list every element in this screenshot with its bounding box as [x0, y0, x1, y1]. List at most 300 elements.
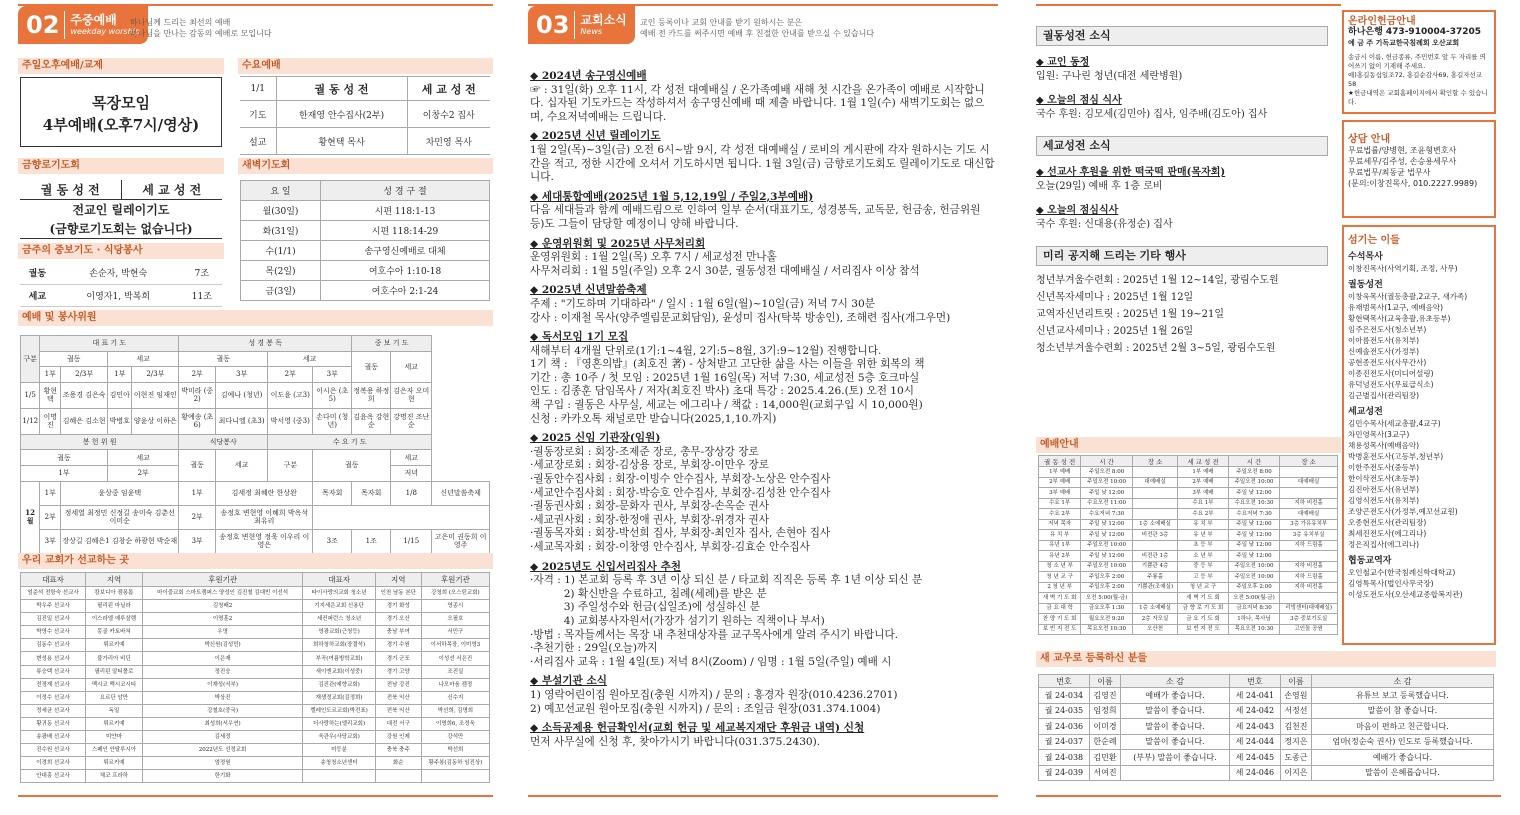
table-header [21, 450, 490, 466]
head: 궐동 [352, 351, 391, 382]
section-header-dawn: 새벽기도회 [238, 158, 493, 174]
offering-example: 예)홍길동십일조72, 홍길순감사69, 홍길자선교58 [1348, 71, 1483, 88]
mission-cell: 타이사랑의교회 청소년 [303, 587, 375, 600]
mission-cell: 기지세은교회 신용단 [303, 600, 375, 613]
head: 대표자 [303, 573, 375, 587]
worship-cell: 금 요 대 학 [1039, 603, 1081, 614]
worship-cell: 중 등 부 [1178, 561, 1229, 572]
bottom-rule [1036, 795, 1501, 797]
day-cell: 화(31일) [241, 221, 321, 241]
mission-cell: 김진관(예향교회) [303, 678, 375, 691]
worship-cell: 주일 낮 12:00 [1228, 488, 1280, 499]
staff-item: 박병훈전도사(고등부,청년부) [1348, 452, 1444, 461]
counsel-item: 무료법무/최동균 법무사 [1348, 168, 1431, 177]
worship-cell: 수요저녁 7:30 [1081, 509, 1133, 520]
notice-heading: ◆ 오늘의 점심 식사 [1036, 95, 1122, 106]
day-cell: 목(2일) [241, 261, 321, 281]
badge-subtitle: News [580, 26, 603, 36]
staff-group: 궐동성전 [1348, 280, 1383, 290]
member-cell: 세 24-042 [1229, 703, 1280, 719]
worship-cell: 1층 소예배실 [1132, 519, 1177, 530]
worship-cell: 유년 1부 [1039, 540, 1081, 551]
staff-title: 섬기는 이들 [1348, 235, 1400, 246]
section-header-friday-prayer: 금향로기도회 [18, 158, 224, 174]
verse-cell: 시편 118:14-29 [321, 221, 490, 241]
svc-cell: 김윤옥 강현순 [352, 408, 391, 434]
notice-heading: ◆ 교인 동정 [1036, 57, 1090, 68]
mission-cell: 미등분 [303, 744, 375, 757]
mission-cell: 요르단 암만 [86, 691, 143, 704]
table-row [240, 77, 490, 101]
table-row [21, 382, 490, 408]
mission-cell: 류승택 선교사 [21, 665, 86, 678]
news-body: 주제 : "기도하며 기대하라" / 일시 : 1월 6일(월)~10일(금) 저녁 7시 30분 강사 : 이재철 목사(양주엘림문교회담임), 윤성미 집사(탁북 방송인), 조해련 집사(개그우먼) [530, 297, 951, 324]
head: 세 교 성 전 [1178, 456, 1229, 467]
staff-list [1348, 252, 1490, 600]
table-row [21, 587, 490, 600]
table-row [21, 626, 490, 639]
worship-cell: 3부 예배 [1178, 488, 1229, 499]
event-item: 청년부겨울수련회 : 2025년 1월 12~14일, 광림수도원 [1036, 275, 1279, 286]
worship-cell: 주일 낮 12:00 [1228, 519, 1280, 530]
head: 저녁 [391, 465, 432, 481]
mission-cell: 이정수 선교사 [21, 691, 86, 704]
worship-cell: 청 년 교 구 [1178, 582, 1229, 593]
head: 이름 [1089, 675, 1120, 688]
worship-cell: 오산천 [1132, 624, 1177, 635]
worship-cell: 금요저녁 8:30 [1228, 603, 1280, 614]
mission-cell: 신수지 [421, 691, 489, 704]
table-row [241, 221, 490, 241]
table-row [1039, 603, 1338, 614]
svc-cell: 최다니엘 (초3) [216, 408, 268, 434]
table-row [1039, 530, 1338, 541]
box-line: 4부예배(오후7시/영상) [42, 116, 200, 134]
bottom-rule [18, 795, 493, 797]
worship-cell: 주룡홀 [1132, 572, 1177, 583]
gwd-news-list [1036, 56, 1328, 122]
head: 세교 [268, 351, 352, 367]
mission-cell: 미얀마 [86, 731, 143, 744]
head: 이름 [1280, 675, 1311, 688]
table-row [1039, 703, 1494, 719]
part: 1부 [40, 481, 61, 505]
sunday-afternoon-box [20, 77, 222, 147]
mission-cell: 경기 오산 [375, 613, 421, 626]
event-item: 신년목자세미나 : 2025년 1월 12일 [1036, 292, 1194, 303]
staff-item: 유덕녕전도사(무료급식소) [1348, 380, 1434, 389]
table-row [21, 652, 490, 665]
event-item: 신년교사세미나 : 2025년 1월 26일 [1036, 326, 1194, 337]
mission-cell: 스페인 안탈루시아 [86, 744, 143, 757]
gwd-news-title: 궐동성전 소식 [1036, 26, 1328, 46]
table-row [20, 262, 222, 284]
page-03-news [528, 0, 998, 815]
mission-cell: 더사랑하는(엘리교회) [303, 717, 375, 730]
worship-cell: 유 년 부 [1178, 530, 1229, 541]
head: 2부 [108, 465, 179, 481]
verse-cell: 시편 118:1-13 [321, 201, 490, 221]
worship-cell: 2부 예배 [1178, 477, 1229, 488]
news-body: ☞ : 31일(화) 오후 11시, 각 성전 대예배실 / 온가족예배 새해 첫 시간을 온가족이 예배로 시작합니다. 십자된 기도카드는 작성하셔서 송구영신예배 때 제출 바랍니다. 1월 1일(수) 새벽기도회는 없으며, 수요저녁예배는 드립니다. [530, 83, 985, 123]
mission-cell: 강석만 [421, 731, 489, 744]
worship-cell: 주일 낮 12:00 [1228, 530, 1280, 541]
worship-cell: 수요 1부 [1039, 498, 1081, 509]
member-cell: 유튜브 보고 등록했습니다. [1312, 688, 1494, 704]
member-cell: 세 24-043 [1229, 719, 1280, 735]
worship-cell: 청 년 교 구 [1039, 572, 1081, 583]
mission-cell: 새이엔교회(이성중) [303, 665, 375, 678]
table-row [1039, 750, 1494, 766]
member-cell: 궐 24-037 [1039, 734, 1090, 750]
worship-cell: 대예배실 [1132, 477, 1177, 488]
verse-cell: 여호수아 1:10-18 [321, 261, 490, 281]
worship-cell: 청 소 년 부 [1039, 561, 1081, 572]
mission-cell: 영광교회(근청등) [303, 626, 375, 639]
section-header-wednesday: 수요예배 [238, 58, 493, 74]
member-cell: 궐 24-035 [1039, 703, 1090, 719]
events-title: 미리 공지해 드리는 기타 행사 [1036, 246, 1328, 266]
section-header-missions: 우리 교회가 선교하는 곳 [18, 553, 493, 569]
table-header [1039, 675, 1494, 688]
member-cell: 세 24-046 [1229, 765, 1280, 781]
worship-cell: 수요저녁 7:30 [1228, 509, 1280, 520]
mission-cell: 이성선 서은진 [421, 652, 489, 665]
part: 3부 [179, 529, 216, 553]
cell: 목자회 [313, 481, 352, 505]
event-item: 청소년부겨울수련회 : 2025년 2월 3~5일, 광림수도원 [1036, 343, 1276, 354]
head: 후원기관 [142, 573, 303, 587]
worship-cell: 3층 중보기도실 [1280, 614, 1338, 625]
worship-cell: 보 빈 지 전 도 [1178, 624, 1229, 635]
worship-cell: 오전 5:00(월-금) [1228, 593, 1280, 604]
member-cell: 말씀이 좋습니다. [1121, 719, 1230, 735]
cell: 1/15 [391, 529, 432, 553]
mission-cell: 박영수 선교사 [21, 626, 86, 639]
name-cell: 이영자1, 박복희 [55, 284, 182, 306]
table-row [21, 639, 490, 652]
cell: 1조 [352, 529, 391, 553]
staff-item: 오종현전도사(관리팀장) [1348, 518, 1427, 527]
member-cell: 예배가 좋습니다. [1312, 750, 1494, 766]
head: 지역 [375, 573, 421, 587]
news-heading: ◆ 독서모임 1기 모집 [530, 331, 629, 344]
staff-box [1342, 225, 1496, 645]
news-heading: ◆ 2025년도 신입서리집사 추천 [530, 560, 682, 573]
mission-cell: 재생정교회(김정희) [303, 691, 375, 704]
head: 후원기관 [421, 573, 489, 587]
dawn-head: 성 경 구 절 [321, 181, 490, 201]
mission-cell: 경기 군포 [375, 652, 421, 665]
member-cell: 궐 24-039 [1039, 765, 1090, 781]
mission-cell: 정진숭 [142, 665, 303, 678]
table-header [21, 336, 490, 352]
staff-item: 이성도전도사(오산세교종합복지관) [1348, 590, 1463, 599]
worship-cell: 소 년 부 [1178, 551, 1229, 562]
worship-cell [1132, 593, 1177, 604]
head: 세교 [108, 450, 179, 466]
mission-cell: 한기화 [142, 770, 303, 783]
intro-line: 하나님을 만나는 감동의 예배로 모입니다 [130, 29, 272, 38]
worship-cell: 수요오전 10:30 [1228, 498, 1280, 509]
worship-cell: 오전 5:00(월-금) [1081, 593, 1133, 604]
member-cell: 말씀이 좋습니다. [1121, 703, 1230, 719]
member-cell: 예배가 좋습니다. [1121, 688, 1230, 704]
mission-cell: 박상진 [142, 691, 303, 704]
svc-cell: 이현진 임재인 [132, 382, 179, 408]
news-body: 먼저 사무실에 신청 후, 찾아가시기 바랍니다(031.375.2430). [530, 735, 821, 748]
head: 구분 [21, 336, 40, 383]
worship-cell: 금 향 로 기 도 회 [1178, 603, 1229, 614]
staff-item: 조양곤전도사(가정부,예꼬선교원) [1348, 507, 1458, 516]
worship-cell [1132, 467, 1177, 478]
mission-cell: 멕시코 멕시코시티 [86, 678, 143, 691]
worship-cell: 1부 예배 [1039, 467, 1081, 478]
mission-cell: 김세정 [142, 731, 303, 744]
table-row [21, 704, 490, 717]
table-row [240, 101, 490, 128]
worship-cell: 고 등 부 [1178, 572, 1229, 583]
table-row [241, 281, 490, 301]
mission-cell: 몽골 카토바쳐 [86, 626, 143, 639]
team-cell: 11조 [182, 284, 222, 306]
mission-cell: 영종시 [421, 600, 489, 613]
member-cell: 한순례 [1089, 734, 1120, 750]
staff-item: 이창진목사(사역기획, 조정, 사무) [1348, 264, 1458, 273]
section-header-volunteers: 금주의 중보기도 · 식당봉사 [18, 243, 224, 259]
worship-cell: 1하나, 목사님 [1228, 614, 1280, 625]
names: 정세열 최정민 신정길 송미숙 김춘선 이미순 [61, 505, 179, 529]
head: 대 표 기 도 [40, 336, 179, 352]
svc-cell: 김민아 [108, 382, 132, 408]
head: 지역 [86, 573, 143, 587]
worship-cell: 주일 낮 12:00 [1081, 551, 1133, 562]
worship-cell: 저녁 목자 [1039, 519, 1081, 530]
worship-cell: 주일오후 2:00 [1081, 582, 1133, 593]
news-heading: ◆ 2024년 송구영신예배 [530, 70, 647, 82]
worship-cell: 수요 2부 [1039, 509, 1081, 520]
friday-line: 전교인 릴레이기도 [72, 203, 170, 217]
mission-cell: 세컨퍼런스 청소년 [303, 613, 375, 626]
offering-note2: ★헌금내역은 교회홈페이지에서 확인할 수 있습니다. [1348, 89, 1488, 106]
mission-cell: 불가리아 비딘 [86, 652, 143, 665]
staff-group: 세교성전 [1348, 407, 1383, 417]
svc-cell: 조용경 김은숙 [61, 382, 108, 408]
part: 2부 [179, 505, 216, 529]
table-row [1039, 551, 1338, 562]
table-row [1039, 477, 1338, 488]
mission-cell: 경기 수원 [375, 639, 421, 652]
part: 3부 [40, 529, 61, 553]
head: 번호 [1039, 675, 1090, 688]
site-cell: 세교 [20, 284, 55, 306]
offering-note: 송금시 이름, 헌금종류, 주민번호 앞 두 자리를 띄어쓰기 없이 기재해 주세요. [1348, 53, 1486, 70]
table-row [20, 284, 222, 306]
head: 궐동 [21, 450, 108, 466]
table-row [1039, 688, 1494, 704]
intro-line: 하나님께 드리는 최선의 예배 [130, 18, 231, 27]
intro-text [640, 17, 874, 39]
member-cell: 정지은 [1280, 734, 1311, 750]
counsel-item: 무료법률/양병현, 조윤형변호사 [1348, 146, 1457, 155]
section-badge [18, 6, 148, 44]
mission-cell: 이스라엘 예루살렘 [86, 613, 143, 626]
svc-cell: 박병호 [108, 408, 132, 434]
news-body: 새해부터 4개월 단위로(1기:1~4월, 2기:5~8월, 3기:9~12월) 진행합니다. 1기 책 : 『영혼의밥』(최호진 著) - 상처받고 고단한 삶을 사는 이들을 위한 회복의 책 기간 : 총 10주 / 첫 모임 : 2025년 1월 16일(목) 저녁 7:30, 세교성전 5층 호크마실 인도 : 김종훈 담임목사 / 저자(최호진 박사) 초대 특강 : 2025.4.26.(토) 오전 10시 책 구입 : 궐동은 사무실, 세교는 에그리나 / 책값 : 14,000원(교회구입 시 10,000원) 신청 : 카카오톡 채널로만 받습니다(2025,1,10.까지) [530, 344, 925, 425]
table-row [1039, 561, 1338, 572]
worship-cell: 지하 드림홀 [1280, 572, 1338, 583]
day-cell: 금(3일) [241, 281, 321, 301]
staff-group: 수석목사 [1348, 252, 1383, 262]
part: 2부 [40, 505, 61, 529]
svc-cell: 손다미 (청년) [313, 408, 352, 434]
counsel-title: 상담 안내 [1348, 134, 1391, 145]
head: 구분 [268, 450, 313, 481]
worship-cell [1280, 467, 1338, 478]
head: 봉 헌 위 원 [21, 434, 179, 450]
mission-cell: 대전 서구 [375, 717, 421, 730]
svc-cell: 정복용 하정희 [352, 382, 391, 408]
table-row [21, 408, 490, 434]
staff-item: 김영식전도사(유치부) [1348, 496, 1420, 505]
badge-title: 교회소식 [580, 12, 627, 27]
gwd-news [1036, 18, 1328, 357]
col-gwd: 궐 동 성 전 [20, 180, 122, 199]
head: 장 소 [1132, 456, 1177, 467]
news-heading: ◆ 소득공제용 헌금확인서(교회 헌금 및 세교복지재단 후원금 내역) 신청 [530, 722, 865, 735]
worship-cell [1132, 488, 1177, 499]
worship-guide-table [1038, 455, 1338, 635]
worship-cell: 2부 예배 [1039, 477, 1081, 488]
names: 송정호 변현영 이혜희 박옥석 최유리 [216, 505, 313, 529]
counsel-item: (문의:이창진목사, 010.2227.9989) [1348, 179, 1478, 188]
worship-cell: 기쁨관 4층 [1132, 561, 1177, 572]
mission-cell: 독일 [86, 704, 143, 717]
staff-item: 이아름전도사(유치부) [1348, 336, 1420, 345]
section-badge [528, 6, 635, 44]
section-header-worship-guide: 예배안내 [1036, 437, 1341, 453]
staff-item: 이창욱목사(궐동총괄,2교구, 새가족) [1348, 292, 1468, 301]
staff-item: 한이삭전도사(초등부) [1348, 474, 1420, 483]
mission-cell: 안대흥 선교사 [21, 770, 86, 783]
bottom-rule [528, 795, 998, 797]
head: 성 경 봉 독 [179, 336, 352, 352]
staff-item: 김민수목사(세교총괄,4교구) [1348, 419, 1441, 428]
worship-cell: 주일 낮 12:00 [1228, 551, 1280, 562]
worship-cell: 주일오전 10:00 [1228, 572, 1280, 583]
mission-cell: 김동수 선교사 [21, 639, 86, 652]
cell: 1/8 [391, 481, 432, 505]
head: 3부 [216, 367, 268, 383]
svc-cell: 김혜은 김소현 [61, 408, 108, 434]
member-cell: 궐 24-034 [1039, 688, 1090, 704]
worship-cell: 주일오전 10:00 [1081, 540, 1133, 551]
news-heading: ◆ 2025년 신년말씀축제 [530, 284, 647, 297]
head: 수 요 기 도 [268, 434, 432, 450]
table-row [240, 128, 490, 155]
site-cell: 궐동 [20, 262, 55, 284]
staff-item: 이한주전도사(중등부) [1348, 463, 1420, 472]
staff-item: 황현택목사(교육총괄,유초등부) [1348, 314, 1451, 323]
sg-cell: 차민영 목사 [407, 128, 490, 155]
worship-cell: 1층 소예배실 [1132, 603, 1177, 614]
mission-cell: 체코 프라하 [86, 770, 143, 783]
mission-cell: 박선희, 김명희 [421, 704, 489, 717]
worship-cell: 3부 예배 [1039, 488, 1081, 499]
table-row [21, 744, 490, 757]
member-cell: 김영진 [1089, 688, 1120, 704]
mission-cell: 마이즐교회 스마트캠퍼스 양성인 김진철 김대빈 이선석 [142, 587, 303, 600]
team-cell: 7조 [182, 262, 222, 284]
news-heading: ◆ 2025 신임 기관장(임원) [530, 432, 661, 445]
head: 2부 [268, 367, 313, 383]
online-offering-title: 온라인헌금안내 [1348, 16, 1416, 27]
member-cell: 김천진 [1280, 719, 1311, 735]
staff-group: 협동교역자 [1348, 556, 1392, 566]
head: 1부 [21, 465, 108, 481]
worship-cell: 주일오후 2:00 [1081, 572, 1133, 583]
worship-cell: 목요오전 10:30 [1228, 624, 1280, 635]
news-heading: ◆ 2025년 신년 릴레이기도 [530, 130, 661, 143]
mission-cell: 2022년도 선정교회 [142, 744, 303, 757]
member-cell: 세 24-045 [1229, 750, 1280, 766]
head: 시 간 [1228, 456, 1280, 467]
worship-cell [1280, 488, 1338, 499]
missions-table [20, 572, 490, 783]
worship-cell: 수요 1부 [1178, 498, 1229, 509]
section-header-new-members: 새 교우로 등록하신 분들 [1036, 651, 1496, 667]
notice-body: 입원: 구나린 청년(대전 세란병원) [1036, 71, 1183, 82]
mission-cell: 충북 충주 [375, 744, 421, 757]
staff-item: 공현종전도사(사무간사) [1348, 358, 1427, 367]
head: 소 감 [1121, 675, 1230, 688]
table-row [21, 691, 490, 704]
friday-line: (금향로기도회는 없습니다) [20, 220, 222, 239]
account-holder: 예 금 주 기독교한국침례회 오산교회 [1348, 39, 1460, 47]
cell: 3조 [313, 529, 352, 553]
member-cell: 서여진 [1089, 765, 1120, 781]
mission-cell: 이명훈2 [142, 613, 303, 626]
news-body: 운영위원회 : 1월 2일(목) 오후 7시 / 세교성전 만나홀 사무처리회 : 1월 5일(주일) 오후 2시 30분, 궐동성전 대예배실 / 서리집사 이상 참석 [530, 251, 920, 277]
news-heading: ◆ 세대통합예배(2025년 1월 5,12,19일 / 주일2,3부예배) [530, 190, 814, 203]
head: 1부 [108, 367, 132, 383]
name-cell: 손순자, 박현숙 [55, 262, 182, 284]
worship-cell: 고인돌 공원 [1280, 624, 1338, 635]
cell [313, 505, 490, 529]
head: 궐 동 성 전 [1039, 456, 1081, 467]
staff-item: 채용성목사(예배음악) [1348, 441, 1420, 450]
event-item: 교역자신년리트릿 : 2025년 1월 19~21일 [1036, 309, 1224, 320]
table-row [1039, 719, 1494, 735]
head: 궐동 [179, 450, 216, 481]
svc-cell: 박미라 (중2) [179, 382, 216, 408]
cell: 목자회 [352, 481, 391, 505]
table-row [1039, 765, 1494, 781]
day-cell: 월(30일) [241, 201, 321, 221]
worship-cell: 기쁨관(조예실) [1132, 582, 1177, 593]
head: 중 보 기 도 [352, 336, 432, 352]
head: 궐동 [313, 450, 391, 481]
staff-item: 유재범목사(1교구, 예배음악) [1348, 303, 1444, 312]
staff-item: 김영특목사(법인사무국장) [1348, 579, 1434, 588]
worship-cell: 주일오전 8:00 [1081, 467, 1133, 478]
news-heading: ◆ 운영위원회 및 2025년 사무처리회 [530, 237, 706, 250]
table-header [1039, 456, 1338, 467]
svc-cell: 이명진 [40, 408, 61, 434]
intro-line: 예배 전 카드를 써주시면 예배 후 친절한 안내를 받으실 수 있습니다 [640, 29, 875, 38]
member-cell: 이미경 [1089, 719, 1120, 735]
head: 세교 [108, 351, 179, 367]
